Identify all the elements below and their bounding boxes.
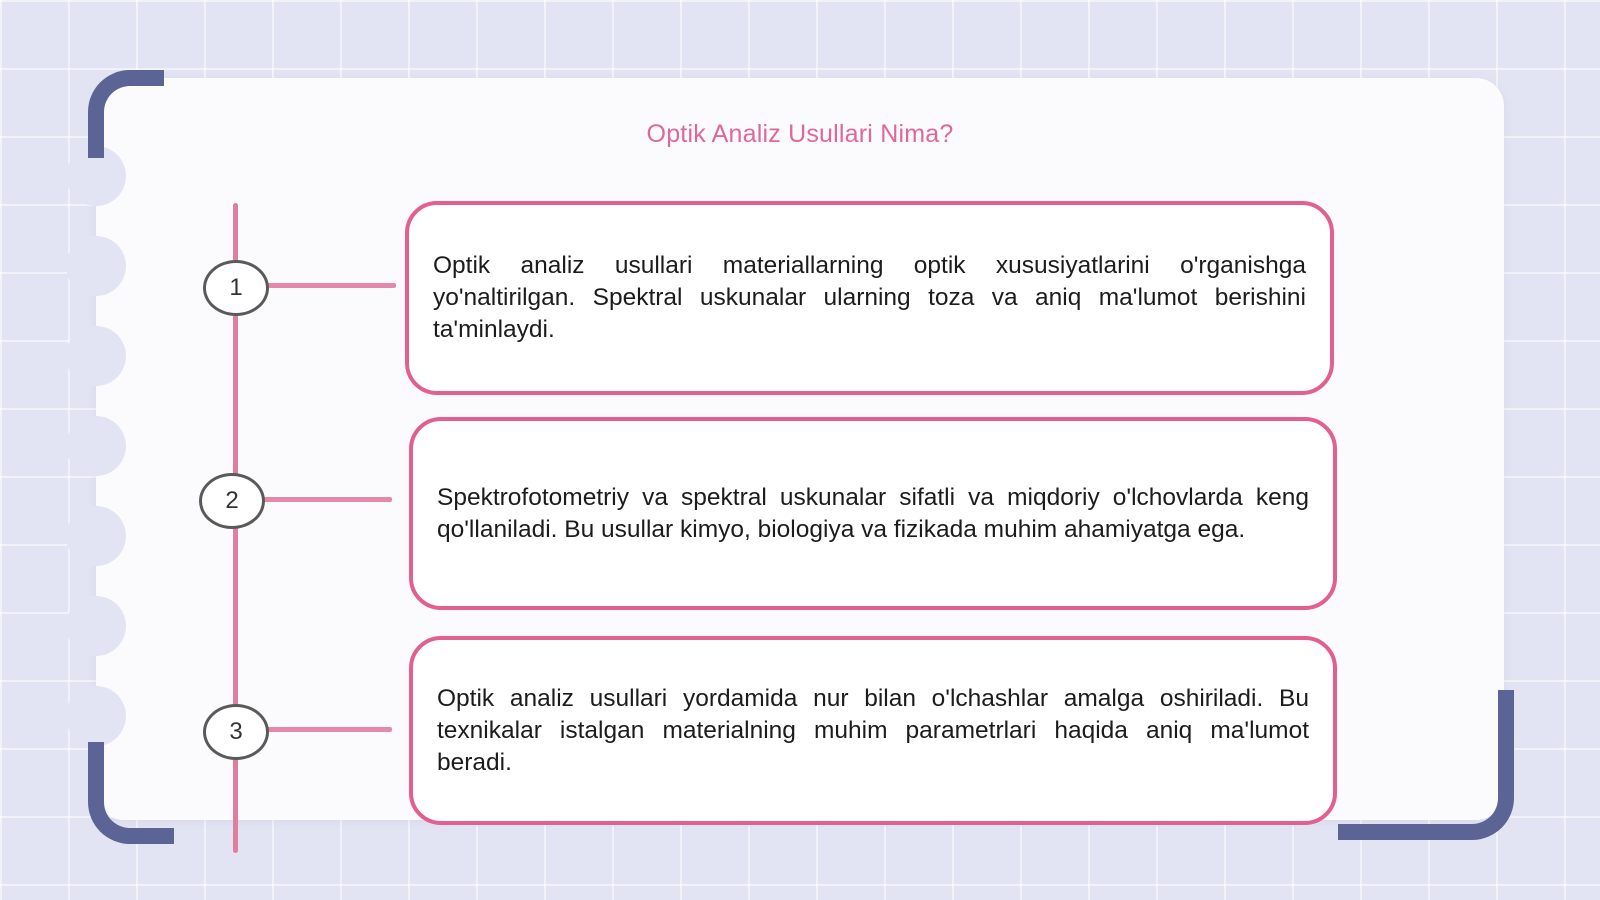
slide-title: Optik Analiz Usullari Nima? — [646, 120, 954, 148]
step-card-text: Spektrofotometriy va spektral uskunalar sifatli va miqdoriy o'lchovlarda keng qo'llaniladi. Bu usullar kimyo, biologiya va fizikada muhim ahamiyatga ega. — [437, 483, 1309, 543]
timeline-connector — [262, 497, 392, 502]
paper-edge-notch — [66, 686, 126, 746]
corner-bracket-bottom-left — [88, 742, 174, 844]
paper-edge-notch — [66, 416, 126, 476]
paper-edge-notch — [66, 326, 126, 386]
step-number-1: 1 — [203, 260, 269, 316]
corner-bracket-bottom-right — [1338, 690, 1514, 840]
paper-edge-notch — [66, 506, 126, 566]
step-card-2 — [409, 417, 1337, 610]
timeline-connector — [266, 727, 392, 732]
timeline-connector — [266, 283, 396, 288]
step-number-2: 2 — [199, 473, 265, 529]
step-card-1 — [405, 201, 1334, 395]
paper-edge-notch — [66, 596, 126, 656]
step-card-text: Optik analiz usullari yordamida nur bilan o'lchashlar amalga oshiriladi. Bu texnikalar istalgan materialning muhim parametrlari haqida aniq ma'lumot beradi. — [437, 684, 1309, 776]
step-card-text: Optik analiz usullari materiallarning optik xususiyatlarini o'rganishga yo'naltirilgan. Spektral uskunalar ularning toza va aniq ma'lumot berishini ta'minlaydi. — [433, 252, 1306, 343]
paper-edge-notch — [66, 236, 126, 296]
step-card-3 — [409, 636, 1337, 825]
step-number-3: 3 — [203, 704, 269, 760]
